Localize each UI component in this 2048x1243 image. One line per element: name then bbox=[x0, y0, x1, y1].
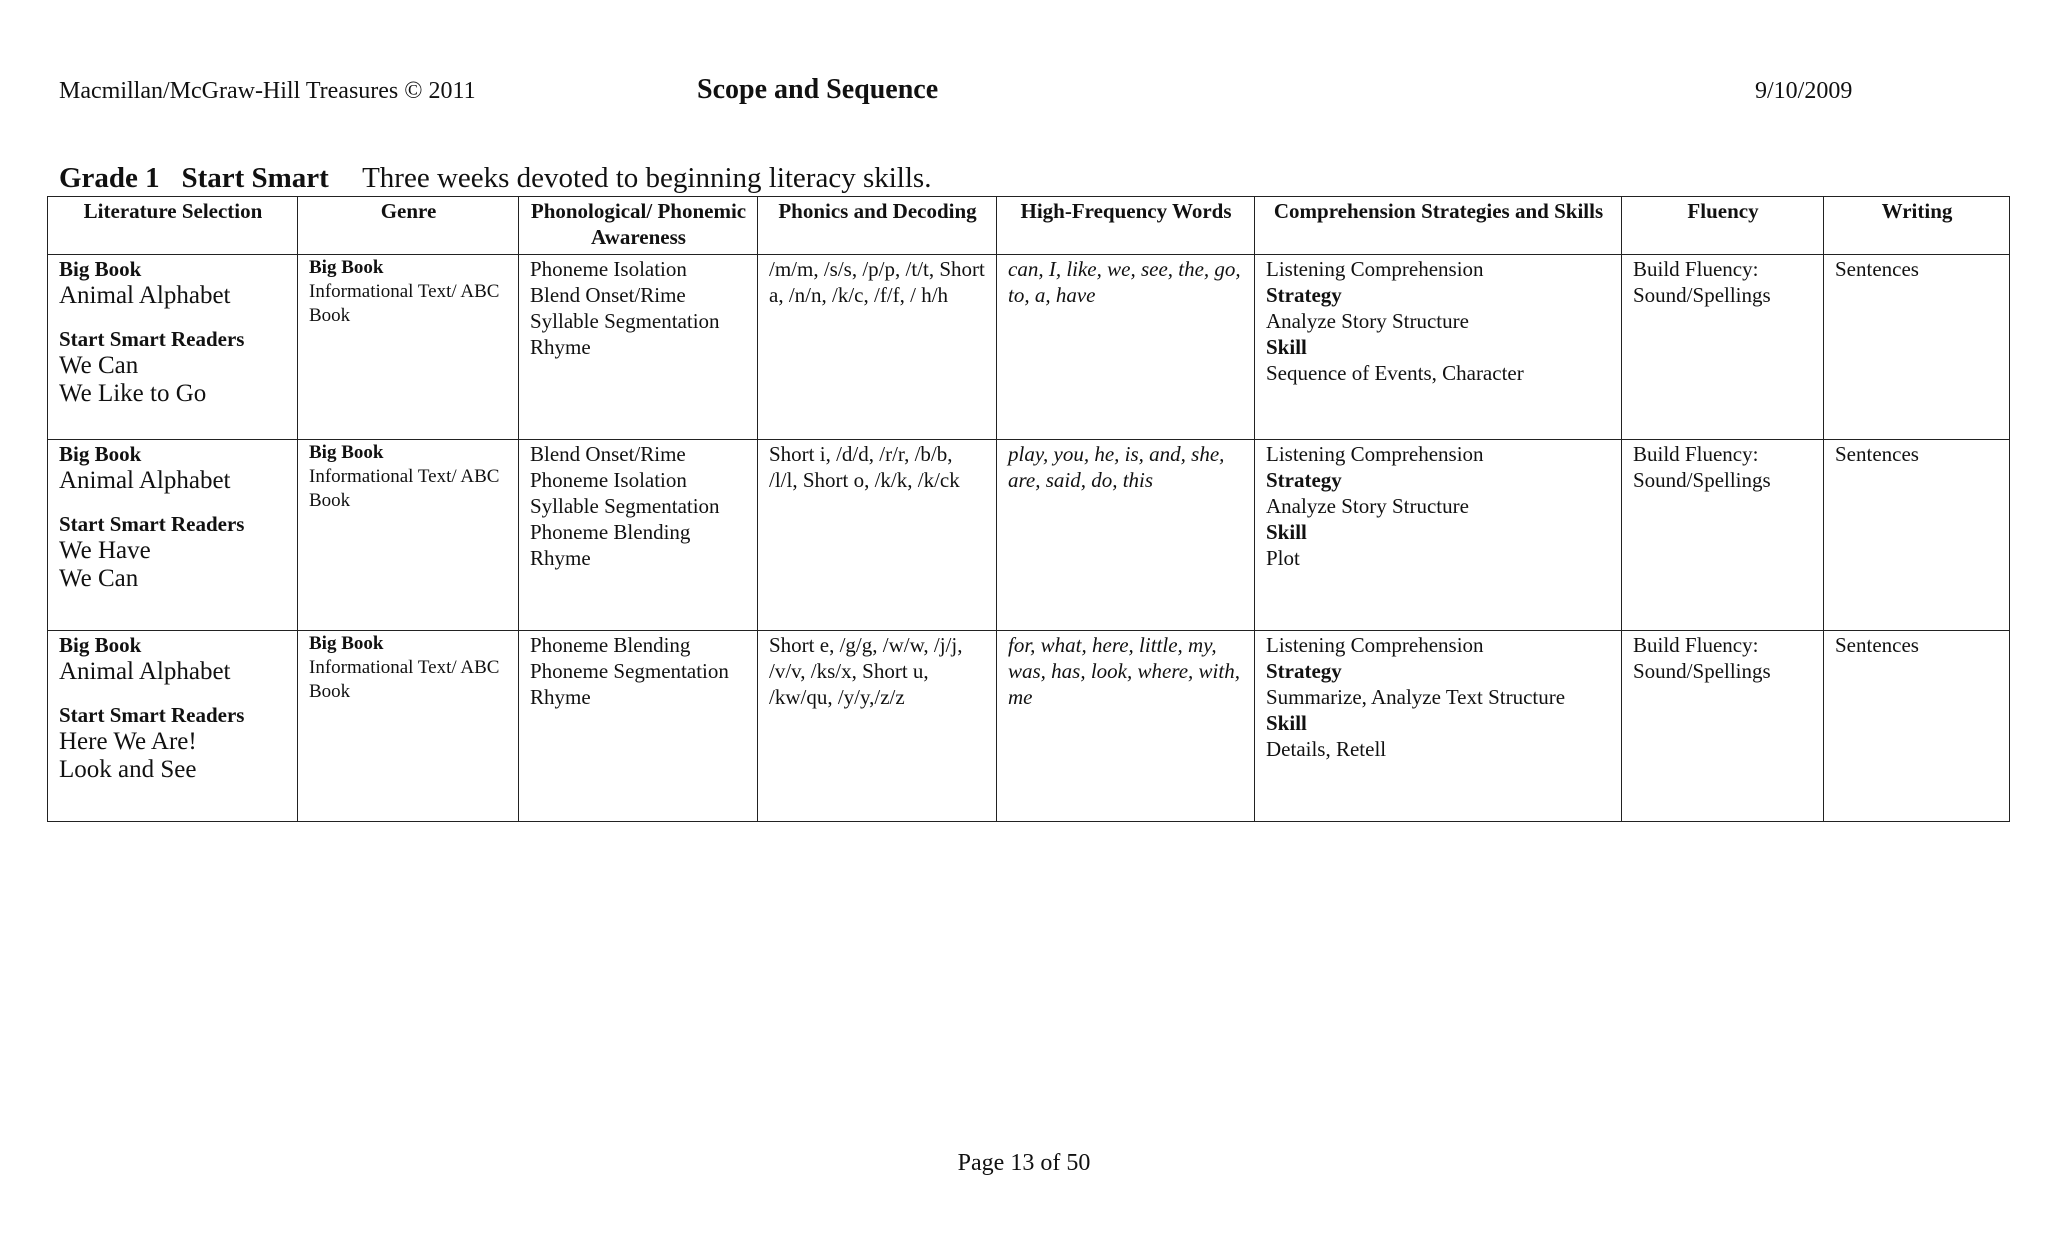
scope-sequence-table bbox=[47, 196, 2010, 822]
column-header-writing: Writing bbox=[1824, 197, 2010, 255]
phonological-skill: Phoneme Isolation bbox=[530, 468, 687, 492]
high-frequency-words-cell: for, what, here, little, my, was, has, look, where, with, me bbox=[997, 631, 1255, 822]
strategy-text: Analyze Story Structure bbox=[1266, 494, 1469, 518]
big-book-label: Big Book bbox=[59, 633, 142, 657]
genre-label: Big Book bbox=[309, 633, 384, 654]
skill-text: Details, Retell bbox=[1266, 737, 1387, 761]
fluency-cell bbox=[1622, 440, 1824, 631]
phonological-cell bbox=[519, 631, 758, 822]
phonological-skill: Syllable Segmentation bbox=[530, 494, 720, 518]
unit-name: Start Smart bbox=[181, 162, 329, 194]
big-book-title: Animal Alphabet bbox=[59, 467, 231, 494]
readers-label: Start Smart Readers bbox=[59, 327, 245, 351]
column-header-comprehension: Comprehension Strategies and Skills bbox=[1255, 197, 1622, 255]
genre-label: Big Book bbox=[309, 442, 384, 463]
literature-cell bbox=[48, 255, 298, 440]
big-book-label: Big Book bbox=[59, 442, 142, 466]
phonics-cell: /m/m, /s/s, /p/p, /t/t, Short a, /n/n, /k/c, /f/f, / h/h bbox=[758, 255, 997, 440]
big-book-title: Animal Alphabet bbox=[59, 658, 231, 685]
genre-cell bbox=[298, 255, 519, 440]
high-frequency-words-cell: can, I, like, we, see, the, go, to, a, have bbox=[997, 255, 1255, 440]
phonics-cell: Short i, /d/d, /r/r, /b/b, /l/l, Short o, /k/k, /k/ck bbox=[758, 440, 997, 631]
skill-label: Skill bbox=[1266, 335, 1307, 359]
genre-text: Informational Text/ ABC Book bbox=[309, 281, 500, 326]
grade-label: Grade 1 bbox=[59, 162, 160, 194]
reader-title: We Like to Go bbox=[59, 380, 207, 407]
column-header-phonics: Phonics and Decoding bbox=[758, 197, 997, 255]
fluency-text: Build Fluency: bbox=[1633, 633, 1759, 657]
column-header-high-frequency-words: High-Frequency Words bbox=[997, 197, 1255, 255]
literature-cell bbox=[48, 440, 298, 631]
strategy-label: Strategy bbox=[1266, 283, 1342, 307]
writing-cell: Sentences bbox=[1824, 440, 2010, 631]
literature-cell bbox=[48, 631, 298, 822]
listening-comprehension: Listening Comprehension bbox=[1266, 257, 1484, 281]
phonological-skill: Syllable Segmentation bbox=[530, 309, 720, 333]
column-header-genre: Genre bbox=[298, 197, 519, 255]
genre-cell bbox=[298, 440, 519, 631]
table-header-row bbox=[48, 197, 2010, 255]
document-title: Scope and Sequence bbox=[697, 74, 939, 105]
comprehension-cell bbox=[1255, 631, 1622, 822]
big-book-title: Animal Alphabet bbox=[59, 282, 231, 309]
column-header-fluency: Fluency bbox=[1622, 197, 1824, 255]
phonological-cell bbox=[519, 255, 758, 440]
genre-text: Informational Text/ ABC Book bbox=[309, 657, 500, 702]
readers-label: Start Smart Readers bbox=[59, 512, 245, 536]
readers-label: Start Smart Readers bbox=[59, 703, 245, 727]
phonological-skill: Phoneme Blending bbox=[530, 633, 691, 657]
table-row bbox=[48, 440, 2010, 631]
skill-label: Skill bbox=[1266, 520, 1307, 544]
reader-title: We Can bbox=[59, 565, 139, 592]
fluency-text: Sound/Spellings bbox=[1633, 468, 1771, 492]
listening-comprehension: Listening Comprehension bbox=[1266, 442, 1484, 466]
fluency-text: Sound/Spellings bbox=[1633, 659, 1771, 683]
fluency-cell bbox=[1622, 255, 1824, 440]
grade-heading bbox=[59, 162, 931, 195]
phonological-skill: Phoneme Isolation bbox=[530, 257, 687, 281]
column-header-literature: Literature Selection bbox=[48, 197, 298, 255]
big-book-label: Big Book bbox=[59, 257, 142, 281]
strategy-text: Summarize, Analyze Text Structure bbox=[1266, 685, 1566, 709]
publisher-text: Macmillan/McGraw-Hill Treasures © 2011 bbox=[59, 78, 476, 104]
skill-text: Plot bbox=[1266, 546, 1300, 570]
fluency-text: Sound/Spellings bbox=[1633, 283, 1771, 307]
unit-description: Three weeks devoted to beginning literacy skills. bbox=[362, 162, 932, 194]
phonological-skill: Blend Onset/Rime bbox=[530, 283, 686, 307]
phonological-skill: Rhyme bbox=[530, 546, 591, 570]
writing-cell: Sentences bbox=[1824, 255, 2010, 440]
phonological-skill: Rhyme bbox=[530, 685, 591, 709]
listening-comprehension: Listening Comprehension bbox=[1266, 633, 1484, 657]
reader-title: Look and See bbox=[59, 756, 197, 783]
reader-title: Here We Are! bbox=[59, 728, 197, 755]
phonological-skill: Phoneme Segmentation bbox=[530, 659, 729, 683]
skill-text: Sequence of Events, Character bbox=[1266, 361, 1524, 385]
phonological-skill: Phoneme Blending bbox=[530, 520, 691, 544]
genre-text: Informational Text/ ABC Book bbox=[309, 466, 500, 511]
reader-title: We Have bbox=[59, 537, 151, 564]
phonological-cell bbox=[519, 440, 758, 631]
document-date: 9/10/2009 bbox=[1755, 78, 1853, 104]
strategy-text: Analyze Story Structure bbox=[1266, 309, 1469, 333]
strategy-label: Strategy bbox=[1266, 659, 1342, 683]
high-frequency-words-cell: play, you, he, is, and, she, are, said, do, this bbox=[997, 440, 1255, 631]
phonological-skill: Rhyme bbox=[530, 335, 591, 359]
genre-cell bbox=[298, 631, 519, 822]
table-row bbox=[48, 255, 2010, 440]
genre-label: Big Book bbox=[309, 257, 384, 278]
fluency-text: Build Fluency: bbox=[1633, 442, 1759, 466]
writing-cell: Sentences bbox=[1824, 631, 2010, 822]
skill-label: Skill bbox=[1266, 711, 1307, 735]
phonological-skill: Blend Onset/Rime bbox=[530, 442, 686, 466]
reader-title: We Can bbox=[59, 352, 139, 379]
table-row bbox=[48, 631, 2010, 822]
strategy-label: Strategy bbox=[1266, 468, 1342, 492]
comprehension-cell bbox=[1255, 440, 1622, 631]
fluency-text: Build Fluency: bbox=[1633, 257, 1759, 281]
fluency-cell bbox=[1622, 631, 1824, 822]
column-header-phonological: Phonological/ Phonemic Awareness bbox=[519, 197, 758, 255]
phonics-cell: Short e, /g/g, /w/w, /j/j, /v/v, /ks/x, Short u, /kw/qu, /y/y,/z/z bbox=[758, 631, 997, 822]
page-number: Page 13 of 50 bbox=[957, 1150, 1091, 1176]
comprehension-cell bbox=[1255, 255, 1622, 440]
